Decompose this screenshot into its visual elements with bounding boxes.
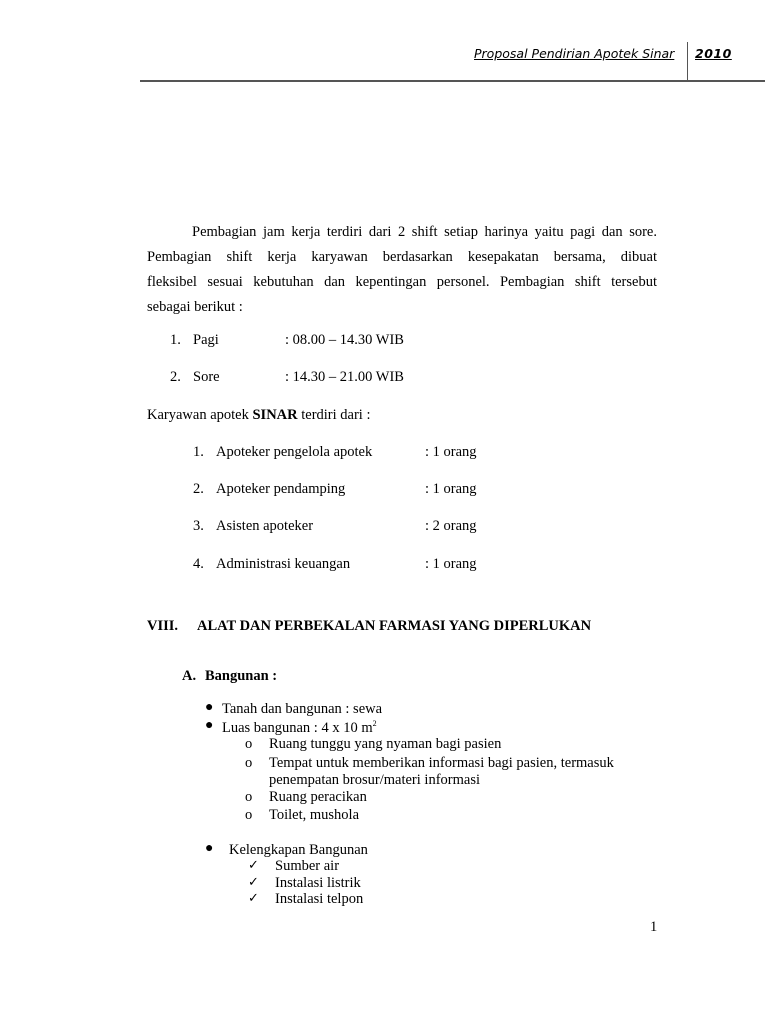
intro-line: Pembagian shift kerja karyawan berdasarkan kesepakatan bersama, dibuat — [147, 249, 657, 265]
sub-marker: o — [245, 755, 253, 771]
sub-item: Ruang tunggu yang nyaman bagi pasien — [269, 736, 502, 752]
header-year: 2010 — [695, 46, 732, 61]
check-icon: ✓ — [248, 891, 259, 906]
bullet-icon: ● — [205, 841, 214, 856]
sub-item: Tempat untuk memberikan informasi bagi pasien, termasuk — [269, 755, 614, 771]
sub-marker: o — [245, 807, 253, 823]
sub-item: Toilet, mushola — [269, 807, 360, 823]
staff-count: : 1 orang — [425, 481, 477, 497]
kelengkapan-title: Kelengkapan Bangunan — [229, 842, 368, 858]
staff-role: Apoteker pengelola apotek — [216, 444, 373, 460]
subsection-title: Bangunan : — [205, 668, 278, 684]
staff-number: 1. — [193, 444, 204, 460]
shift-name: Pagi — [193, 332, 219, 348]
intro-line: sebagai berikut : — [147, 299, 243, 315]
sub-marker: o — [245, 736, 253, 752]
staff-role: Apoteker pendamping — [216, 481, 346, 497]
staff-number: 3. — [193, 518, 204, 534]
kelengkapan-item: Instalasi listrik — [275, 875, 361, 891]
shift-time: : 08.00 – 14.30 WIB — [285, 332, 404, 348]
sub-item-continued: penempatan brosur/materi informasi — [269, 772, 480, 788]
subsection-label: A. — [182, 668, 197, 684]
shift-name: Sore — [193, 369, 220, 385]
kelengkapan-item: Sumber air — [275, 858, 340, 874]
header-rule — [140, 80, 765, 82]
section-title: ALAT DAN PERBEKALAN FARMASI YANG DIPERLUKAN — [197, 618, 592, 634]
intro-line: Pembagian jam kerja terdiri dari 2 shift setiap harinya yaitu pagi dan sore. — [192, 224, 657, 240]
shift-number: 2. — [170, 369, 181, 385]
bangunan-item: Tanah dan bangunan : sewa — [222, 701, 383, 717]
staff-intro-before: Karyawan apotek — [147, 407, 253, 423]
kelengkapan-item: Instalasi telpon — [275, 891, 364, 907]
sub-marker: o — [245, 789, 253, 805]
bullet-icon: ● — [205, 718, 214, 733]
check-icon: ✓ — [248, 858, 259, 873]
staff-role: Asisten apoteker — [216, 518, 314, 534]
intro-paragraph — [147, 220, 657, 320]
sub-item: Ruang peracikan — [269, 789, 367, 805]
staff-number: 4. — [193, 556, 204, 572]
section-number: VIII. — [147, 618, 179, 634]
staff-number: 2. — [193, 481, 204, 497]
header-divider — [687, 42, 688, 80]
staff-count: : 1 orang — [425, 444, 477, 460]
staff-intro-name: SINAR — [252, 407, 298, 423]
staff-count: : 2 orang — [425, 518, 477, 534]
staff-role: Administrasi keuangan — [216, 556, 351, 572]
bangunan-item — [222, 719, 377, 737]
shift-time: : 14.30 – 21.00 WIB — [285, 369, 404, 385]
header-title: Proposal Pendirian Apotek Sinar — [474, 46, 675, 61]
page-number: 1 — [650, 919, 658, 935]
intro-line: fleksibel sesuai kebutuhan dan kepentingan personel. Pembagian shift tersebut — [147, 274, 657, 290]
bangunan-area: Luas bangunan : 4 x 10 m — [222, 719, 373, 736]
staff-intro — [147, 407, 371, 424]
bullet-icon: ● — [205, 700, 214, 715]
check-icon: ✓ — [248, 875, 259, 890]
staff-count: : 1 orang — [425, 556, 477, 572]
superscript: 2 — [372, 719, 377, 728]
staff-intro-after: terdiri dari : — [297, 407, 371, 423]
shift-number: 1. — [170, 332, 181, 348]
